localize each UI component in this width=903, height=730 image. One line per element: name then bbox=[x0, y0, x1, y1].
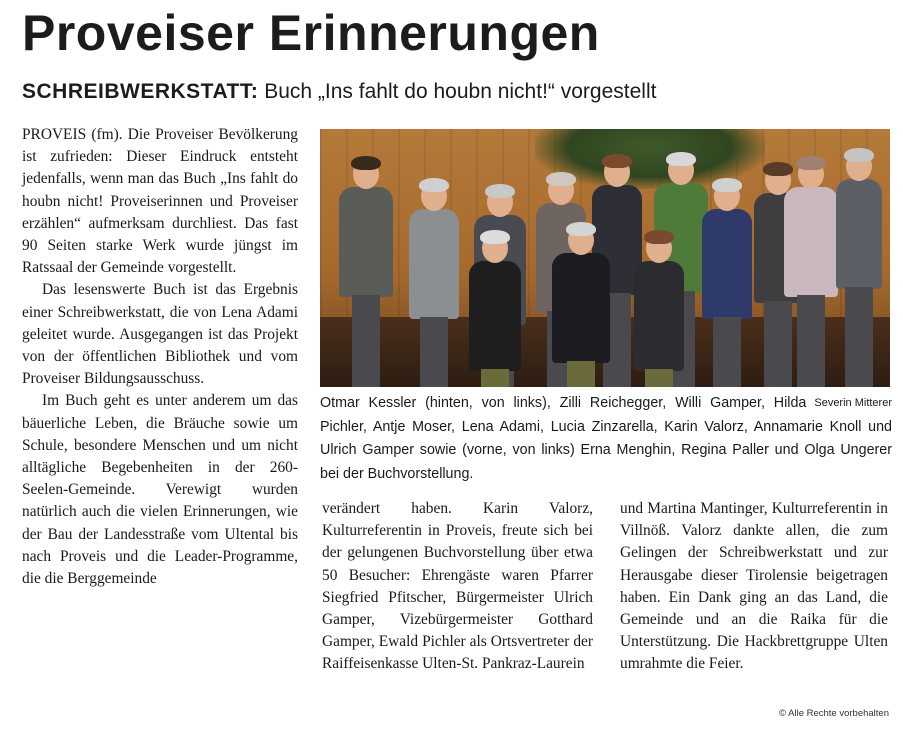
photo-caption bbox=[320, 392, 892, 486]
person-legs bbox=[645, 369, 673, 387]
person-hair bbox=[712, 178, 742, 192]
person-hair bbox=[566, 222, 596, 236]
group-photo bbox=[320, 129, 890, 387]
person-hair bbox=[485, 184, 515, 198]
person-body bbox=[634, 261, 684, 371]
person-legs bbox=[845, 287, 873, 387]
subheadline bbox=[22, 80, 656, 104]
person-body bbox=[836, 179, 882, 289]
subhead-text: Buch „Ins fahlt do houbn nicht!“ vorgestellt bbox=[264, 80, 657, 103]
person-hair bbox=[644, 230, 674, 244]
person-legs bbox=[352, 295, 380, 387]
person-body bbox=[784, 187, 838, 297]
subhead-kicker: SCHREIBWERKSTATT: bbox=[22, 80, 259, 103]
person-figure bbox=[832, 151, 886, 387]
person-body bbox=[409, 209, 459, 319]
person-body bbox=[469, 261, 521, 371]
person-legs bbox=[713, 317, 741, 387]
person-figure bbox=[698, 181, 756, 387]
person-figure bbox=[548, 225, 614, 387]
person-hair bbox=[796, 156, 826, 170]
paragraph-5: und Martina Mantinger, Kulturreferentin in Villnöß. Valorz dankte allen, die zum Gelingen der Schreibwerkstatt und zur Herausgabe dieser Tirolensie beigetragen haben. Ein Dank ging an das Land, die Gemeinde und an die Raika für die Unterstützung. Die Hackbrettgruppe Ulten umrahmte die Feier. bbox=[620, 500, 888, 673]
photo-credit: Severin Mitterer bbox=[814, 397, 892, 409]
headline: Proveiser Erinnerungen bbox=[22, 5, 600, 61]
person-hair bbox=[480, 230, 510, 244]
article-column-1 bbox=[22, 124, 298, 590]
person-hair bbox=[666, 152, 696, 166]
paragraph-4: verändert haben. Karin Valorz, Kulturreferentin in Proveis, freute sich bei der gelungenen Buchvorstellung über etwa 50 Besucher: Ehrengäste waren Pfarrer Siegfried Pfitscher, Bürgermeister Ulrich Gamper, Vizebürgermeister Gotthard Gamper, Ewald Pichler als Ortsvertreter der Raiffeisenkasse Ulten-St. Pankraz-Laurein bbox=[322, 500, 593, 673]
copyright-notice: © Alle Rechte vorbehalten bbox=[779, 708, 889, 719]
person-figure bbox=[630, 233, 688, 387]
person-figure bbox=[405, 181, 463, 387]
person-hair bbox=[351, 156, 381, 170]
person-body bbox=[552, 253, 610, 363]
person-hair bbox=[844, 148, 874, 162]
article-column-3 bbox=[620, 498, 888, 676]
person-legs bbox=[481, 369, 509, 387]
caption-text: Otmar Kessler (hinten, von links), Zilli Reichegger, Willi Gamper, Hilda Pichler, Antje Moser, Lena Adami, Lucia Zinzarella, Karin Valorz, Annamarie Knoll und Ulrich Gamper sowie (vorne, von links) Erna Menghin, Regina Paller und Olga Ungerer bei der Buchvorstellung. bbox=[320, 395, 892, 482]
person-figure bbox=[335, 159, 397, 387]
person-hair bbox=[419, 178, 449, 192]
paragraph-3: Im Buch geht es unter anderem um das bäuerliche Leben, die Bräuche sowie um Schule, besondere Menschen und um nicht alltägliche Begebenheiten in der 260-Seelen-Gemeinde. Verewigt wurden natürlich auch die vielen Erinnerungen, wie der Bau der Landesstraße vom Ultental bis nach Proveis und die Leader-Programme, die die Berggemeinde bbox=[22, 392, 298, 588]
paragraph-2: Das lesenswerte Buch ist das Ergebnis einer Schreibwerkstatt, die von Lena Adami geleitet wurde. Ausgegangen ist das Projekt von der öffentlichen Bibliothek und vom Proveiser Bildungsausschuss. bbox=[22, 281, 298, 388]
person-hair bbox=[546, 172, 576, 186]
paragraph-1: PROVEIS (fm). Die Proveiser Bevölkerung ist zufrieden: Dieser Eindruck entsteht jedenfalls, wenn man das Buch „Ins fahlt do houbn nicht! Proveiserinnen und Proveiser erzählen“ aufmerksam durchliest. Das fast 90 Seiten starke Werk wurde jüngst im Ratssaal der Gemeinde vorgestellt. bbox=[22, 126, 298, 277]
person-figure bbox=[465, 233, 525, 387]
person-legs bbox=[567, 361, 595, 387]
person-legs bbox=[420, 317, 448, 387]
person-hair bbox=[602, 154, 632, 168]
person-body bbox=[702, 209, 752, 319]
article-column-2 bbox=[322, 498, 593, 676]
person-legs bbox=[797, 295, 825, 387]
person-body bbox=[339, 187, 393, 297]
